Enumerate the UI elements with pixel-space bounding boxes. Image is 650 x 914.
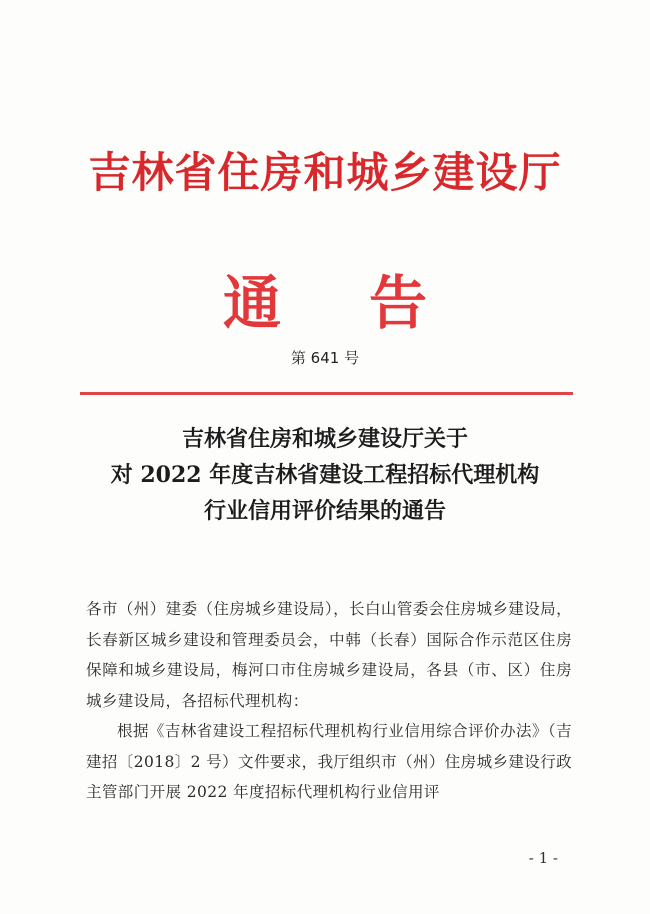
page-number: - 1 -	[528, 849, 558, 867]
document-type-char-1: 通	[222, 269, 281, 337]
issuing-agency-header: 吉林省住房和城乡建设厅	[88, 148, 562, 197]
document-title	[40, 421, 610, 529]
red-divider-line	[80, 392, 573, 395]
title-line-1: 吉林省住房和城乡建设厅关于	[181, 426, 468, 452]
document-body	[86, 594, 572, 808]
document-number: 第 641 号	[290, 349, 360, 367]
recipients-paragraph: 各市（州）建委（住房城乡建设局），长白山管委会住房城乡建设局，长春新区城乡建设和管理委员会，中韩（长春）国际合作示范区住房保障和城乡建设局，梅河口市住房城乡建设局，各县（市、区）住房城乡建设局，各招标代理机构：	[86, 600, 572, 710]
document-type-char-2: 告	[369, 269, 428, 337]
document-type-heading	[0, 256, 650, 340]
title-line-2: 对 2022 年度吉林省建设工程招标代理机构	[110, 462, 540, 488]
body-paragraph-1: 根据《吉林省建设工程招标代理机构行业信用综合评价办法》（吉建招〔2018〕2 号）文件要求，我厅组织市（州）住房城乡建设行政主管部门开展 2022 年度招标代理机构行业信用评	[86, 722, 572, 801]
title-line-3: 行业信用评价结果的通告	[203, 498, 446, 524]
